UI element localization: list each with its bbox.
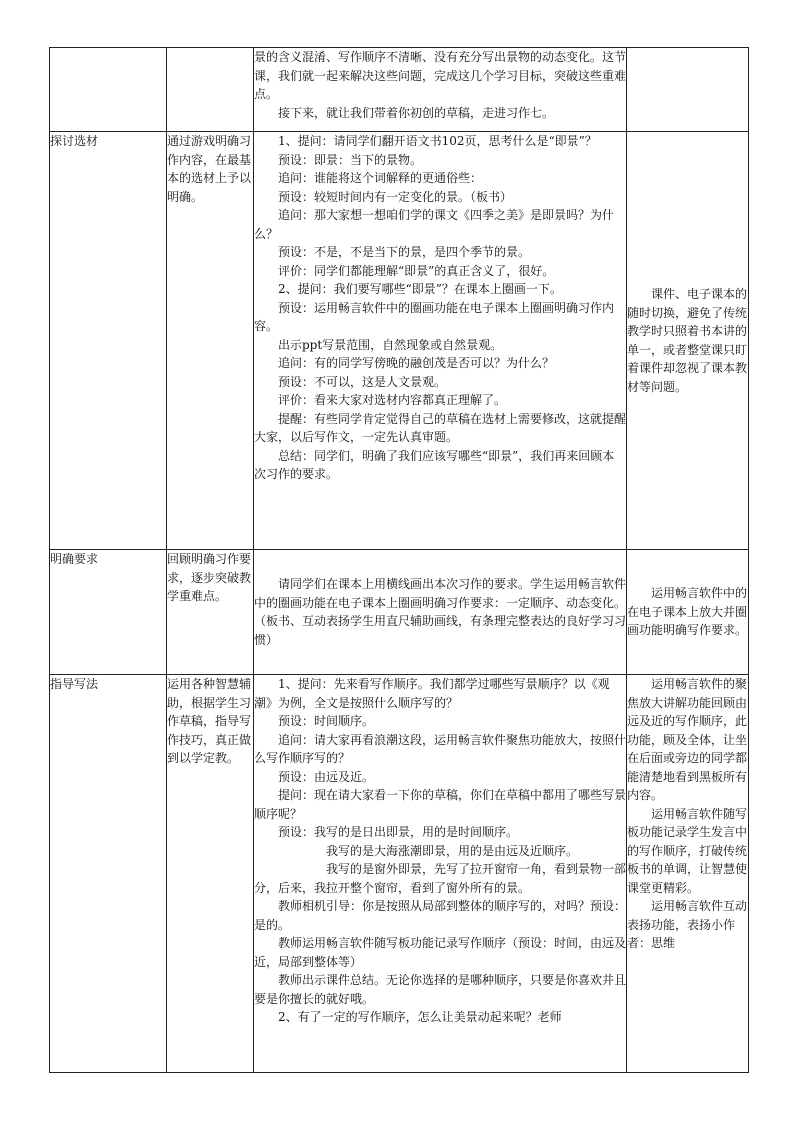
note-cell — [627, 48, 749, 132]
paragraph: 请同学们在课本上用横线画出本次习作的要求。学生运用畅言软件中的圈画功能在电子课本上圈画明确习作要求：一定顺序、动态变化。（板书、互动表扬学生用直尺辅助画线，有条理完整表达的良好学习习惯） — [254, 577, 627, 647]
note-cell — [627, 550, 749, 675]
paragraph: 运用畅言软件随写板功能记录学生发言中的写作顺序，打破传统板书的单调，让智慧使课堂更精彩。 — [627, 806, 748, 895]
paragraph: 教师出示课件总结。无论你选择的是哪种顺序，只要是你喜欢并且要是你擅长的就好哦。 — [254, 973, 627, 1006]
goal-cell: 通过游戏明确习作内容，在最基本的选材上予以明确。 — [167, 132, 254, 550]
process-cell — [254, 675, 627, 1073]
paragraph: 教师相机引导：你是按照从局部到整体的顺序写的，对吗？预设：是的。 — [254, 899, 627, 932]
paragraph: 追问：请大家再看浪潮这段，运用畅言软件聚焦功能放大，按照什么写作顺序写的？ — [254, 732, 627, 765]
paragraph: 追问：那大家想一想咱们学的课文《四季之美》是即景吗？为什么？ — [254, 208, 615, 241]
table-row — [50, 675, 749, 1073]
paragraph: 1、提问：先来看写作顺序。我们都学过哪些写景顺序？以《观潮》为例，全文是按照什么顺序写的？ — [254, 677, 610, 710]
paragraph: 运用畅言软件互动表扬功能，表扬小作者：思维 — [627, 899, 748, 950]
note-cell — [627, 675, 749, 1073]
paragraph: 运用畅言软件的聚焦放大讲解功能回顾由远及近的写作顺序，此功能，顾及全体，让坐在后面或旁边的同学都能清楚地看到黑板所有内容。 — [627, 677, 748, 802]
paragraph: 提问：现在请大家看一下你的草稿，你们在草稿中都用了哪些写景顺序呢？ — [254, 788, 627, 821]
lesson-plan-table — [49, 47, 749, 1073]
paragraph: 课件、电子课本的随时切换，避免了传统教学时只照着书本讲的单一，或者整堂课只盯着课件却忽视了课本教材等问题。 — [627, 287, 748, 394]
goal-cell: 运用各种智慧辅助，根据学生习作草稿，指导写作技巧，真正做到以学定教。 — [167, 675, 254, 1073]
paragraph: 追问：有的同学写傍晚的融创茂是否可以？为什么？ — [278, 356, 555, 370]
table-row — [50, 132, 749, 550]
paragraph: 预设：较短时间内有一定变化的景。（板书） — [278, 189, 513, 204]
process-cell — [254, 48, 627, 132]
paragraph: 1、提问：请同学们翻开语文书102页，思考什么是“即景”？ — [278, 134, 597, 148]
process-cell — [254, 132, 627, 550]
paragraph: 景的含义混淆、写作顺序不清晰、没有充分写出景物的动态变化。这节课，我们就一起来解决这些问题，完成这几个学习目标，突破这些重难点。 — [254, 50, 627, 101]
paragraph: 预设：不是，不是当下的景，是四个季节的景。 — [278, 245, 531, 259]
paragraph: 预设：时间顺序。 — [278, 714, 375, 728]
note-cell — [627, 132, 749, 550]
paragraph: 预设：我写的是日出即景，用的是时间顺序。 — [278, 825, 519, 839]
paragraph: 我写的是大海涨潮即景，用的是由远及近顺序。 — [326, 843, 579, 858]
paragraph: 追问：谁能将这个词解释的更通俗些： — [278, 171, 483, 185]
paragraph: 总结：同学们，明确了我们应该写哪些“即景”，我们再来回顾本次习作的要求。 — [254, 448, 615, 481]
table-row — [50, 48, 749, 132]
stage-cell — [50, 48, 167, 132]
paragraph: 预设：运用畅言软件中的圈画功能在电子课本上圈画明确习作内容。 — [254, 300, 615, 333]
paragraph: 运用畅言软件中的在电子课本上放大并圈画功能明确写作要求。 — [627, 586, 748, 638]
goal-cell: 回顾明确习作要求，逐步突破教学重难点。 — [167, 550, 254, 675]
paragraph: 预设：不可以，这是人文景观。 — [278, 374, 447, 389]
paragraph: 我写的是窗外即景，先写了拉开窗帘一角，看到景物一部分，后来，我拉开整个窗帘，看到了窗外所有的景。 — [254, 862, 627, 895]
table-row — [50, 550, 749, 675]
paragraph: 评价：同学们都能理解“即景”的真正含义了，很好。 — [278, 263, 555, 278]
process-cell — [254, 550, 627, 675]
paragraph: 预设：由远及近。 — [278, 769, 375, 784]
paragraph: 接下来，就让我们带着你初创的草稿，走进习作七。 — [278, 105, 555, 120]
paragraph: 2、有了一定的写作顺序，怎么让美景动起来呢？老师 — [278, 1010, 562, 1024]
stage-cell: 明确要求 — [50, 550, 167, 675]
paragraph: 评价：看来大家对选材内容都真正理解了。 — [278, 393, 507, 407]
paragraph: 2、提问：我们要写哪些“即景”？在课本上圈画一下。 — [278, 282, 562, 296]
goal-cell — [167, 48, 254, 132]
paragraph: 出示ppt写景范围，自然现象或自然景观。 — [278, 337, 503, 352]
paragraph: 提醒：有些同学肯定觉得自己的草稿在选材上需要修改，这就提醒大家，以后写作文，一定先认真审题。 — [254, 411, 627, 444]
stage-cell: 探讨选材 — [50, 132, 167, 550]
paragraph: 预设：即景：当下的景物。 — [278, 152, 423, 167]
stage-cell: 指导写法 — [50, 675, 167, 1073]
paragraph: 教师运用畅言软件随写板功能记录写作顺序（预设：时间，由远及近，局部到整体等） — [254, 936, 627, 969]
